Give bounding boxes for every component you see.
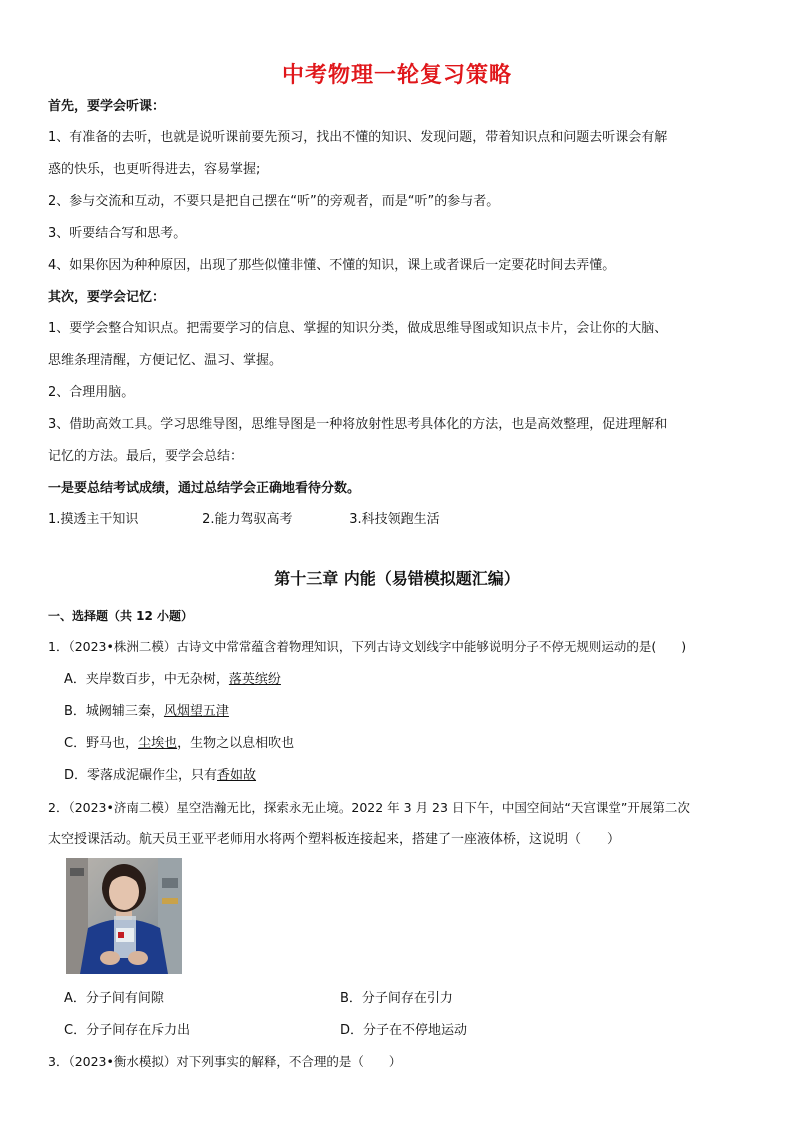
option-text: B．城阙辅三秦， xyxy=(64,704,164,719)
question-2-option-c: C．分子间存在斥力出 xyxy=(64,1023,191,1038)
section-heading-memory: 其次，要学会记忆： xyxy=(48,290,166,305)
paragraph-line: 2、合理用脑。 xyxy=(48,385,135,400)
question-1-option-a xyxy=(64,671,281,689)
question-2-option-b: B．分子间存在引力 xyxy=(340,991,453,1006)
paragraph-line: 记忆的方法。最后，要学会总结： xyxy=(48,449,244,464)
question-1-option-d xyxy=(64,767,256,785)
question-2-option-d: D．分子在不停地运动 xyxy=(340,1023,468,1038)
underlined-text: 落英缤纷 xyxy=(228,672,281,687)
chapter-title: 第十三章 内能（易错模拟题汇编） xyxy=(274,569,520,588)
page-title: 中考物理一轮复习策略 xyxy=(281,63,512,88)
paragraph-line: 2、参与交流和互动，不要只是把自己摆在“听”的旁观者，而是“听”的参与者。 xyxy=(48,194,500,209)
paragraph-line: 3、听要结合写和思考。 xyxy=(48,226,187,241)
option-text: C．野马也， xyxy=(64,736,139,751)
question-2-option-a: A．分子间有间隙 xyxy=(64,991,164,1006)
paragraph-line: 3、借助高效工具。学习思维导图，思维导图是一种将放射性思考具体化的方法，也是高效整理，促进理解和 xyxy=(48,417,668,432)
point-item: 3.科技领跑生活 xyxy=(349,512,440,527)
option-text: ，生物之以息相吹也 xyxy=(177,736,295,751)
paragraph-line: 1、要学会整合知识点。把需要学习的信息、掌握的知识分类，做成思维导图或知识点卡片，会让你的大脑、 xyxy=(48,321,668,336)
paragraph-line: 思维条理清醒，方便记忆、温习、掌握。 xyxy=(48,353,283,368)
astronaut-illustration xyxy=(66,858,182,974)
question-3-stem: 3．（2023•衡水模拟）对下列事实的解释，不合理的是（ ） xyxy=(48,1054,402,1069)
paragraph-line: 4、如果你因为种种原因，出现了那些似懂非懂、不懂的知识，课上或者课后一定要花时间去弄懂。 xyxy=(48,258,616,273)
part-heading: 一、选择题（共 12 小题） xyxy=(48,609,194,623)
question-1-option-b xyxy=(64,703,229,721)
point-item: 1.摸透主干知识 xyxy=(48,512,139,527)
section-heading-listening: 首先，要学会听课： xyxy=(48,99,166,114)
option-text: A．夹岸数百步，中无杂树， xyxy=(64,672,229,687)
summary-line: 一是要总结考试成绩，通过总结学会正确地看待分数。 xyxy=(48,481,361,496)
underlined-text: 尘埃也 xyxy=(138,736,178,751)
question-1-stem: 1．（2023•株洲二模）古诗文中常常蕴含着物理知识，下列古诗文划线字中能够说明分子不停无规则运动的是( ) xyxy=(48,639,687,654)
point-item: 2.能力驾驭高考 xyxy=(202,512,293,527)
underlined-text: 香如故 xyxy=(217,768,257,783)
question-2-stem-line2: 太空授课活动。航天员王亚平老师用水将两个塑料板连接起来，搭建了一座液体桥，这说明（ ） xyxy=(48,832,621,847)
paragraph-line: 惑的快乐，也更听得进去，容易掌握; xyxy=(48,162,261,177)
underlined-text: 风烟望五津 xyxy=(163,704,229,719)
three-points-row xyxy=(48,511,752,529)
option-text: D．零落成泥碾作尘，只有 xyxy=(64,768,218,783)
question-2-stem-line1: 2．（2023•济南二模）星空浩瀚无比，探索永无止境。2022 年 3 月 23 日下午，中国空间站“天宫课堂”开展第二次 xyxy=(48,800,690,815)
question-1-option-c xyxy=(64,735,294,753)
astronaut-photo xyxy=(66,858,182,974)
paragraph-line: 1、有准备的去听，也就是说听课前要先预习，找出不懂的知识、发现问题，带着知识点和问题去听课会有解 xyxy=(48,130,668,145)
